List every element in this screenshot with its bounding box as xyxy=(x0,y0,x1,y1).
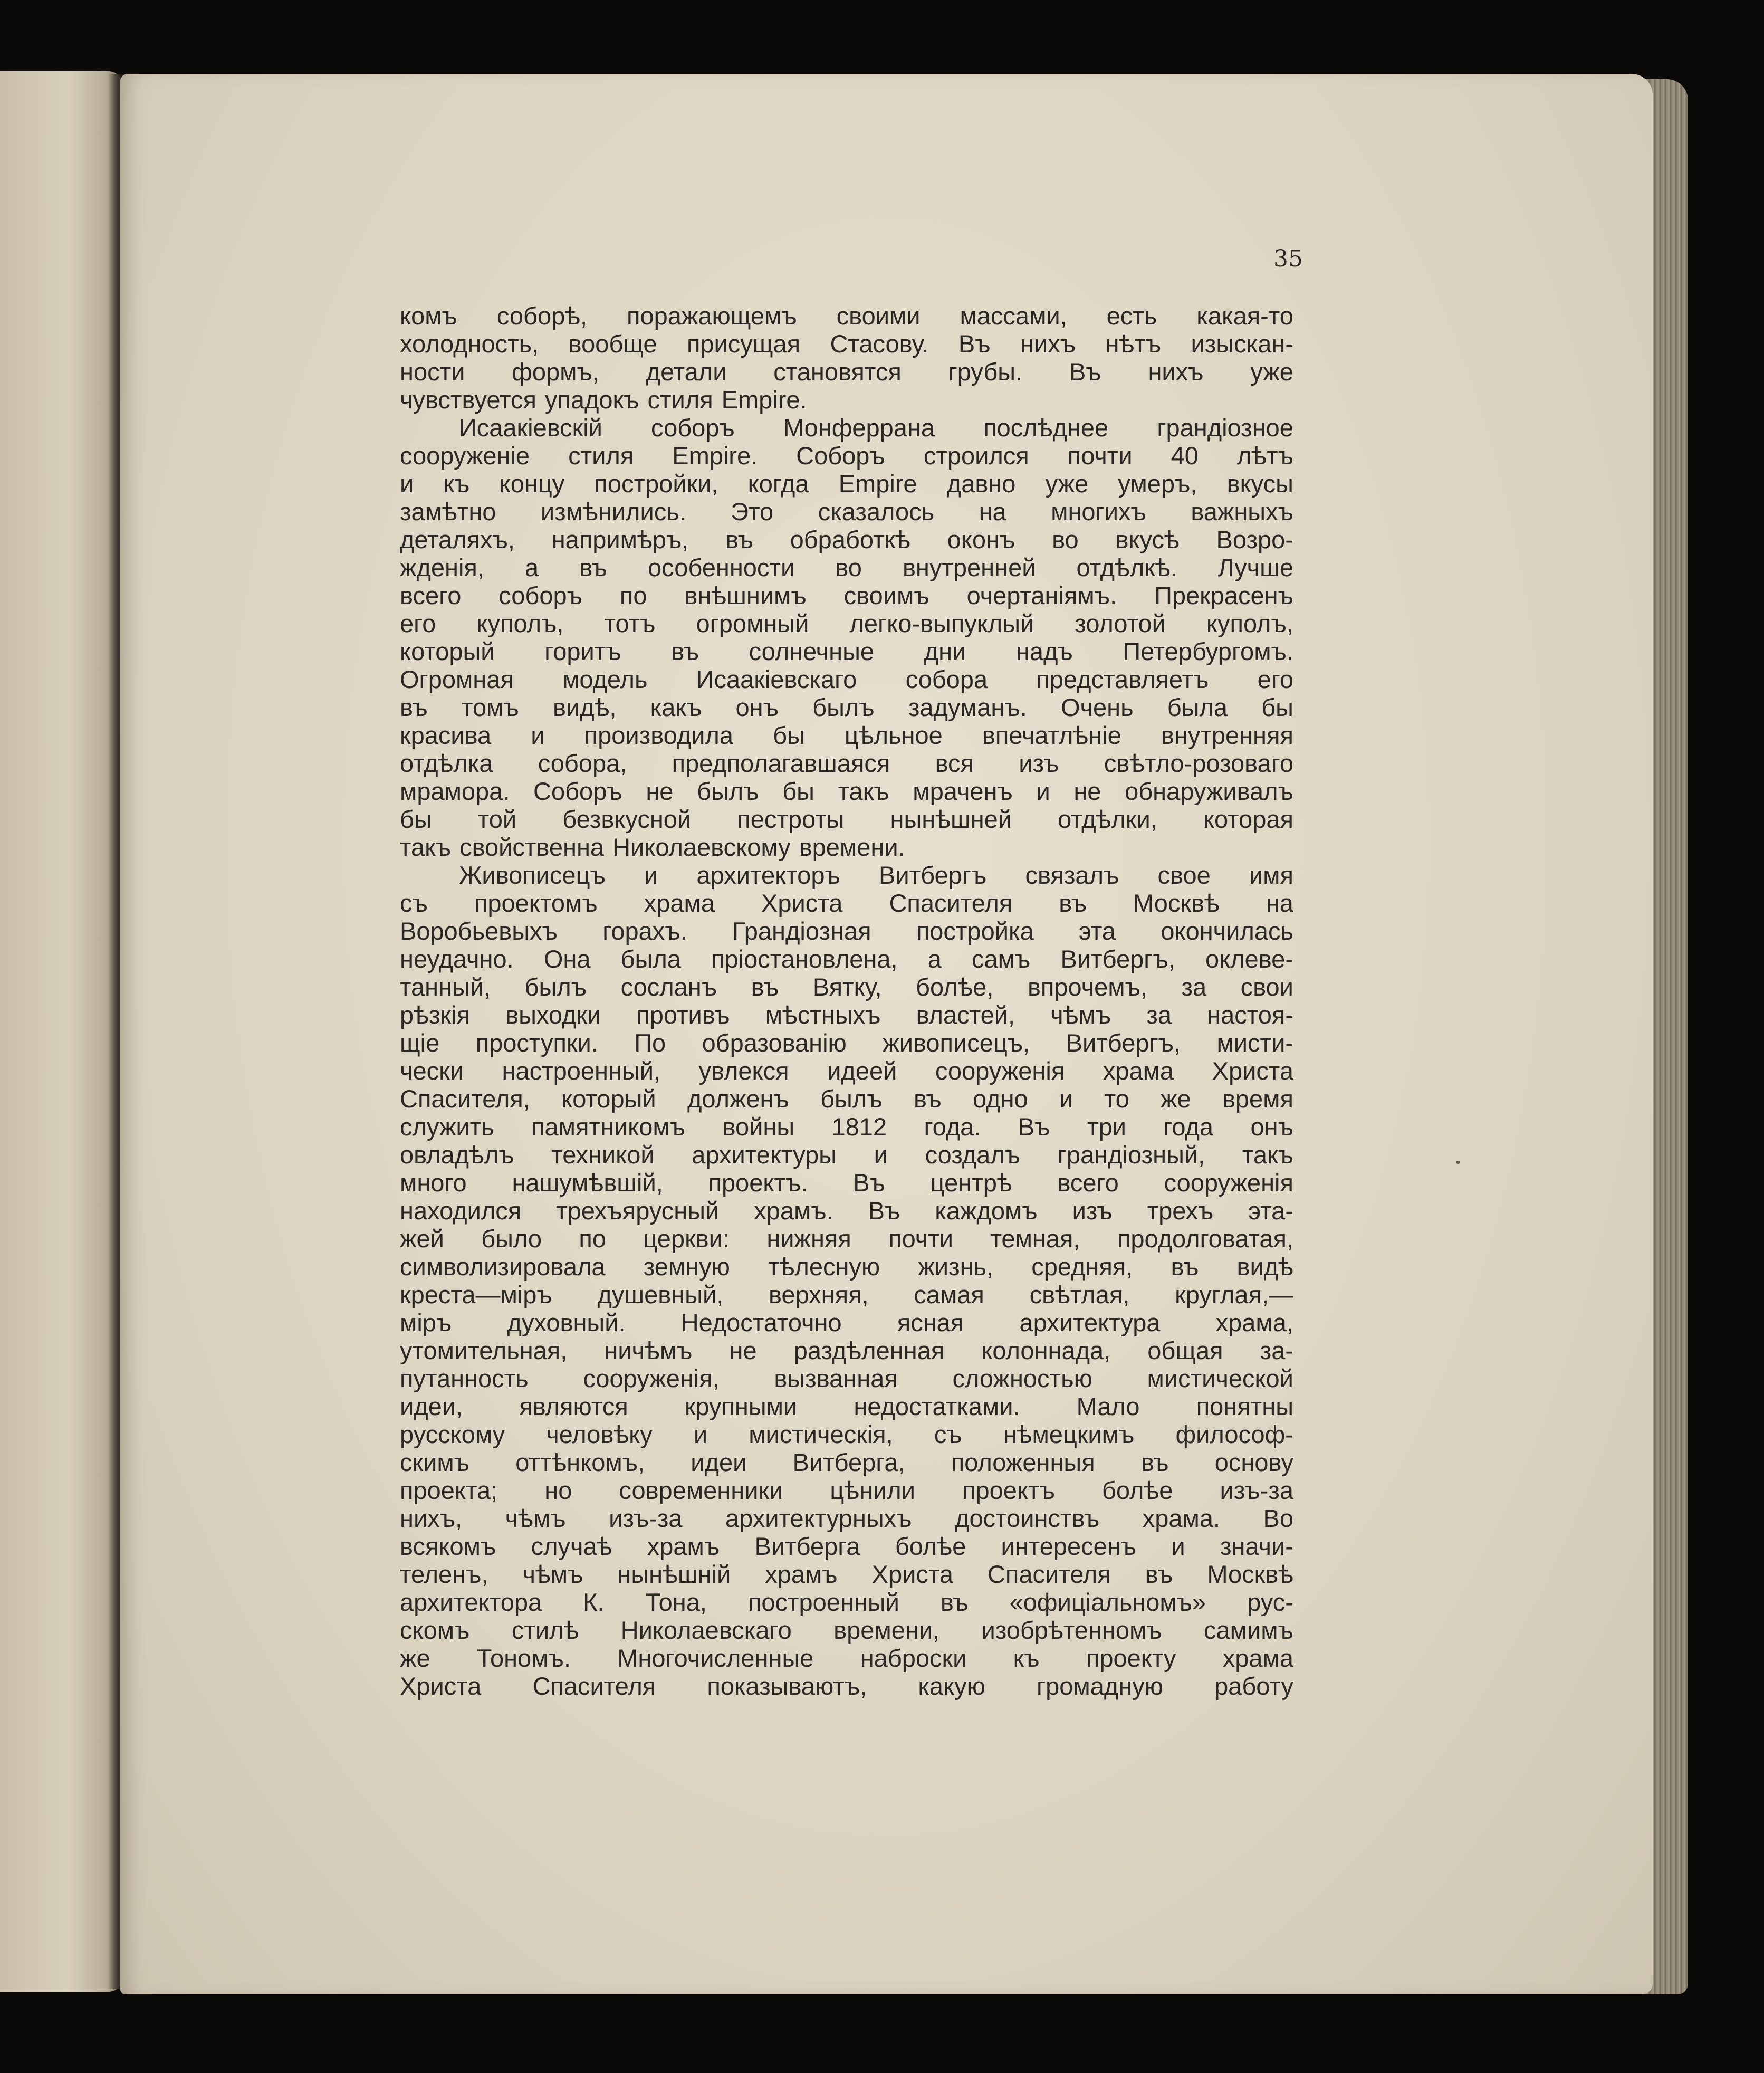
text-line: Огромная модель Исаакіевскаго собора представляетъ его xyxy=(400,665,1293,693)
text-line: Исаакіевскій соборъ Монферрана послѣднее грандіозное xyxy=(459,414,1293,442)
page-number: 35 xyxy=(1273,245,1303,272)
text-line: красива и производила бы цѣльное впечатлѣніе внутренняя xyxy=(400,721,1293,749)
text-line: комъ соборѣ, поражающемъ своими массами, есть какая-то xyxy=(400,302,1293,330)
text-line: и къ концу постройки, когда Empire давно уже умеръ, вкусы xyxy=(400,470,1293,498)
text-line: идеи, являются крупными недостатками. Мало понятны xyxy=(400,1392,1293,1420)
text-line: проекта; но современники цѣнили проектъ болѣе изъ-за xyxy=(400,1476,1293,1504)
text-line: жденія, а въ особенности во внутренней отдѣлкѣ. Лучше xyxy=(400,553,1293,581)
text-line: креста—міръ душевный, верхняя, самая свѣтлая, круглая,— xyxy=(400,1281,1293,1308)
text-line: Христа Спасителя показываютъ, какую громадную работу xyxy=(400,1672,1293,1700)
text-line: чувствуется упадокъ стиля Empire. xyxy=(400,386,807,414)
text-line: міръ духовный. Недостаточно ясная архитектура храма, xyxy=(400,1308,1293,1336)
text-line: деталяхъ, напримѣръ, въ обработкѣ оконъ во вкусѣ Возро- xyxy=(400,526,1293,553)
text-line: символизировала земную тѣлесную жизнь, средняя, въ видѣ xyxy=(400,1253,1293,1281)
text-line: ности формъ, детали становятся грубы. Въ нихъ уже xyxy=(400,358,1293,386)
text-line: нихъ, чѣмъ изъ-за архитектурныхъ достоинствъ храма. Во xyxy=(400,1504,1293,1532)
text-line: скимъ оттѣнкомъ, идеи Витберга, положенныя въ основу xyxy=(400,1448,1293,1476)
text-line: всего соборъ по внѣшнимъ своимъ очертаніямъ. Прекрасенъ xyxy=(400,581,1293,609)
paper-speck xyxy=(1456,1161,1460,1164)
text-line: сооруженіе стиля Empire. Соборъ строился почти 40 лѣтъ xyxy=(400,442,1293,470)
text-line: служить памятникомъ войны 1812 года. Въ три года онъ xyxy=(400,1113,1293,1141)
text-line: находился трехъярусный храмъ. Въ каждомъ изъ трехъ эта- xyxy=(400,1197,1293,1225)
text-line: отдѣлка собора, предполагавшаяся вся изъ свѣтло-розоваго xyxy=(400,749,1293,777)
text-line: его куполъ, тотъ огромный легко-выпуклый золотой куполъ, xyxy=(400,609,1293,637)
text-line: теленъ, чѣмъ нынѣшній храмъ Христа Спасителя въ Москвѣ xyxy=(400,1560,1293,1588)
text-line: путанность сооруженія, вызванная сложностью мистической xyxy=(400,1364,1293,1392)
text-line: Спасителя, который долженъ былъ въ одно и то же время xyxy=(400,1085,1293,1113)
text-line: русскому человѣку и мистическія, съ нѣмецкимъ философ- xyxy=(400,1420,1293,1448)
text-line: утомительная, ничѣмъ не раздѣленная колоннада, общая за- xyxy=(400,1336,1293,1364)
text-line: Живописецъ и архитекторъ Витбергъ связалъ свое имя xyxy=(459,861,1293,889)
text-line: Воробьевыхъ горахъ. Грандіозная постройка эта окончилась xyxy=(400,917,1293,945)
text-line: щіе проступки. По образованію живописецъ, Витбергъ, мисти- xyxy=(400,1029,1293,1057)
text-line: чески настроенный, увлекся идеей сооруженія храма Христа xyxy=(400,1057,1293,1085)
text-line: съ проектомъ храма Христа Спасителя въ Москвѣ на xyxy=(400,889,1293,917)
body-text xyxy=(400,302,1293,1700)
text-line: овладѣлъ техникой архитектуры и создалъ грандіозный, такъ xyxy=(400,1141,1293,1169)
text-line: который горитъ въ солнечные дни надъ Петербургомъ. xyxy=(400,637,1293,665)
text-line: холодность, вообще присущая Стасову. Въ нихъ нѣтъ изыскан- xyxy=(400,330,1293,358)
text-line: бы той безвкусной пестроты нынѣшней отдѣлки, которая xyxy=(400,805,1293,833)
previous-page-edge xyxy=(0,71,124,1992)
text-line: въ томъ видѣ, какъ онъ былъ задуманъ. Очень была бы xyxy=(400,693,1293,721)
text-line: такъ свойственна Николаевскому времени. xyxy=(400,833,905,861)
text-line: замѣтно измѣнились. Это сказалось на многихъ важныхъ xyxy=(400,498,1293,526)
text-line: танный, былъ сосланъ въ Вятку, болѣе, впрочемъ, за свои xyxy=(400,973,1293,1001)
text-line: рѣзкія выходки противъ мѣстныхъ властей, чѣмъ за настоя- xyxy=(400,1001,1293,1029)
text-line: всякомъ случаѣ храмъ Витберга болѣе интересенъ и значи- xyxy=(400,1532,1293,1560)
text-line: архитектора К. Тона, построенный въ «офиціальномъ» рус- xyxy=(400,1588,1293,1616)
text-line: жей было по церкви: нижняя почти темная, продолговатая, xyxy=(400,1225,1293,1253)
text-line: много нашумѣвшій, проектъ. Въ центрѣ всего сооруженія xyxy=(400,1169,1293,1197)
text-line: неудачно. Она была пріостановлена, а самъ Витбергъ, оклеве- xyxy=(400,945,1293,973)
text-line: скомъ стилѣ Николаевскаго времени, изобрѣтенномъ самимъ xyxy=(400,1616,1293,1644)
text-line: мрамора. Соборъ не былъ бы такъ мраченъ и не обнаруживалъ xyxy=(400,777,1293,805)
text-line: же Тономъ. Многочисленные наброски къ проекту храма xyxy=(400,1644,1293,1672)
